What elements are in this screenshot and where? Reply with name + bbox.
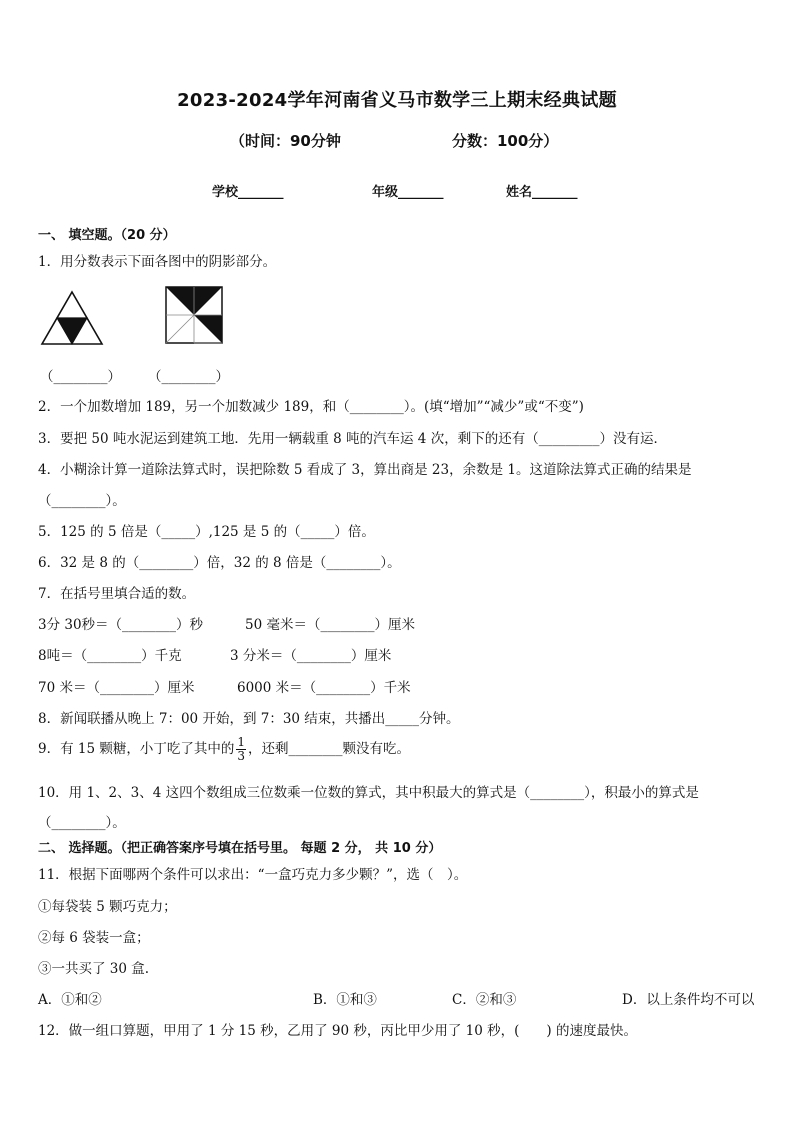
question-1: 1．用分数表示下面各图中的阴影部分。 — [38, 254, 277, 270]
q7-row2-a: 8吨＝（________）千克 — [38, 648, 182, 664]
q11-option-c: C．②和③ — [452, 992, 517, 1008]
q11-option-b: B．①和③ — [313, 992, 377, 1008]
exam-time: （时间：90分钟 — [230, 132, 341, 150]
q7-row1-b: 50 毫米＝（________）厘米 — [245, 617, 415, 633]
question-10-line1: 10．用 1、2、3、4 这四个数组成三位数乘一位数的算式，其中积最大的算式是（________），积最小的算式是 — [38, 785, 699, 801]
q7-row1-a: 3分 30秒＝（________）秒 — [38, 617, 204, 633]
q11-condition-2: ②每 6 袋装一盒； — [38, 930, 150, 946]
q11-option-d: D．以上条件均不可以 — [622, 992, 755, 1008]
question-3: 3．要把 50 吨水泥运到建筑工地．先用一辆载重 8 吨的汽车运 4 次，剩下的还有（_________）没有运． — [38, 431, 667, 447]
question-6: 6．32 是 8 的（________）倍，32 的 8 倍是（________）。 — [38, 555, 401, 571]
question-5: 5．125 的 5 倍是（_____）,125 是 5 的（_____）倍。 — [38, 524, 375, 540]
q11-condition-3: ③一共买了 30 盒. — [38, 961, 150, 977]
fraction-denominator: 3 — [237, 749, 245, 763]
question-4-line1: 4．小糊涂计算一道除法算式时，误把除数 5 看成了 3，算出商是 23，余数是 1。这道除法算式正确的结果是 — [38, 462, 692, 478]
question-4-line2: （________）。 — [38, 493, 126, 509]
name-field: 姓名_______ — [506, 185, 578, 200]
q11-condition-1: ①每袋装 5 颗巧克力； — [38, 899, 177, 915]
q9-text-pre: 9．有 15 颗糖，小丁吃了其中的 — [38, 741, 235, 757]
school-field: 学校_______ — [212, 185, 284, 200]
question-9 — [38, 736, 410, 763]
q1-blank-a: （________） — [40, 369, 121, 385]
triangle-figure — [40, 290, 104, 346]
section2-heading: 二、 选择题。（把正确答案序号填在括号里。 每题 2 分， 共 10 分） — [38, 841, 442, 856]
section1-heading: 一、 填空题。（20 分） — [38, 228, 176, 243]
fraction-numerator: 1 — [237, 735, 245, 749]
one-third-fraction — [236, 736, 246, 763]
question-11: 11．根据下面哪两个条件可以求出：“一盒巧克力多少颗？”，选（ ）。 — [38, 867, 468, 883]
q11-option-a: A．①和② — [38, 992, 102, 1008]
exam-title: 2023-2024学年河南省义马市数学三上期末经典试题 — [177, 90, 617, 111]
exam-score: 分数：100分） — [452, 132, 559, 150]
square-figure — [165, 286, 223, 344]
grade-field: 年级_______ — [372, 185, 444, 200]
question-8: 8．新闻联播从晚上 7：00 开始，到 7：30 结束，共播出_____分钟。 — [38, 711, 460, 727]
q9-text-post: ，还剩________颗没有吃。 — [248, 741, 410, 757]
q7-row3-b: 6000 米＝（________）千米 — [237, 680, 411, 696]
q1-blank-b: （________） — [148, 369, 229, 385]
question-7: 7．在括号里填合适的数。 — [38, 586, 196, 602]
question-2: 2．一个加数增加 189，另一个加数减少 189，和（________）。(填“增加”“减少”或“不变”) — [38, 399, 584, 415]
question-12: 12．做一组口算题，甲用了 1 分 15 秒，乙用了 90 秒，丙比甲少用了 10 秒，( ) 的速度最快。 — [38, 1023, 637, 1039]
q7-row2-b: 3 分米＝（________）厘米 — [230, 648, 392, 664]
question-10-line2: （________）。 — [38, 815, 126, 831]
q7-row3-a: 70 米＝（________）厘米 — [38, 680, 195, 696]
